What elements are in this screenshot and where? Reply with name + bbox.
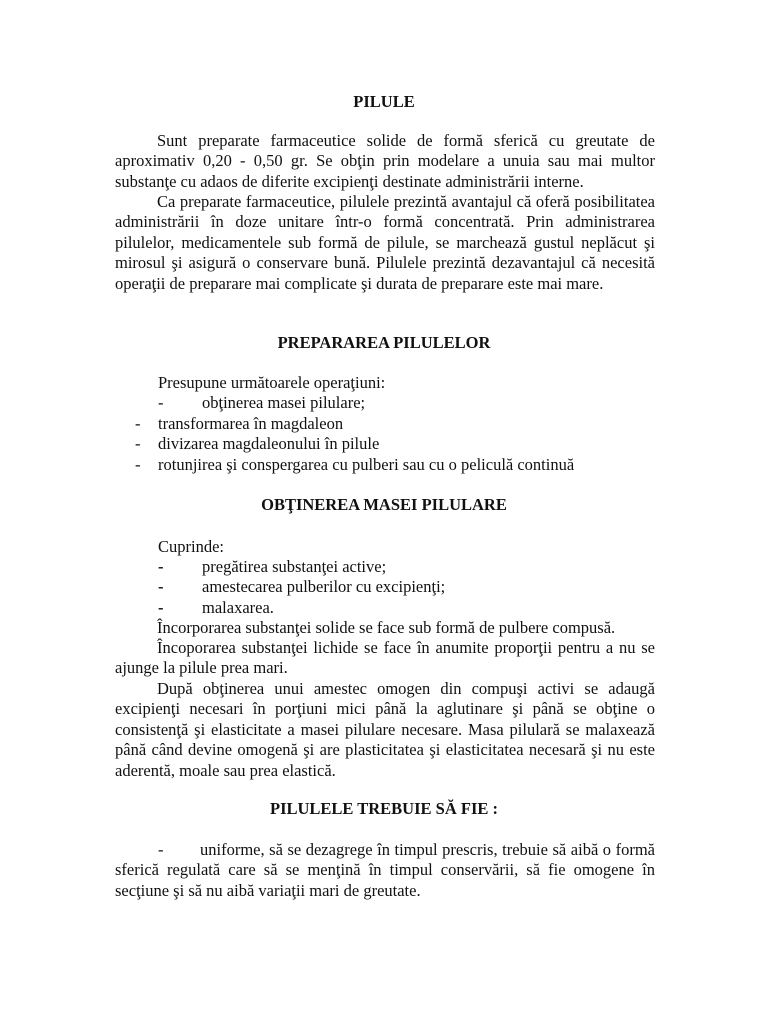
list-item-text: obţinerea masei pilulare; [202, 393, 366, 412]
heading-obtinere: OBŢINEREA MASEI PILULARE [261, 495, 507, 514]
list-item [0, 557, 768, 577]
paragraph-advantages: Ca preparate farmaceutice, pilulele prezintă avantajul că oferă posibilitatea administrării în doze unitare într-o formă concentrată. Prin administrarea pilulelor, medicamentele sub formă de pilule, se marchează gustul neplăcut şi mirosul şi asigură o conservare bună. Pilulele prezintă dezavantajul că necesită operaţii de preparare mai complicate şi durata de preparare este mai mare. [115, 192, 655, 293]
heading-pilule: PILULE [353, 92, 415, 111]
list-item [0, 393, 768, 413]
list-item [0, 434, 768, 454]
list-item [0, 414, 768, 434]
list-item-text: transformarea în magdaleon [158, 414, 344, 433]
list-dash: - [135, 434, 141, 453]
paragraph-requirements: uniforme, să se dezagrege în timpul prescris, trebuie să aibă o formă sferică regulată care să se menţină în timpul conservării, să fie omogene în secţiune şi să nu aibă variaţii mari de greutate. [115, 840, 655, 900]
list-item-text: malaxarea. [202, 598, 274, 617]
list-item-text: divizarea magdaleonului în pilule [158, 434, 380, 453]
paragraph-mixing: După obţinerea unui amestec omogen din compuşi activi se adaugă excipienţi necesari în porţiuni mici până la aglutinare şi până se obţine o consistenţă şi elasticitate a masei pilulare necesare. Masa pilulară se malaxează până când devine omogenă şi are plasticitatea şi elasticitatea necesară şi nu este aderentă, moale sau prea elastică. [115, 679, 655, 780]
paragraph-liquid-incorporation: Încoporarea substanţei lichide se face în anumite proporţii pentru a nu se ajunge la pilule prea mari. [115, 638, 655, 678]
list-dash: - [158, 598, 164, 617]
paragraph-solid-incorporation: Încorporarea substanţei solide se face sub formă de pulbere compusă. [157, 618, 616, 637]
list-item-text: rotunjirea şi conspergarea cu pulberi sau cu o peliculă continuă [158, 455, 575, 474]
list-dash: - [135, 414, 141, 433]
list-item [0, 577, 768, 597]
list-item [0, 455, 768, 475]
list-dash: - [158, 577, 164, 596]
paragraph-definition: Sunt preparate farmaceutice solide de formă sferică cu greutate de aproximativ 0,20 - 0,50 gr. Se obţin prin modelare a unuia sau mai multor substanţe cu adaos de diferite excipienţi destinate administrării interne. [115, 131, 655, 191]
list-item-text: pregătirea substanţei active; [202, 557, 387, 576]
list-dash: - [158, 557, 164, 576]
cuprinde-intro: Cuprinde: [158, 537, 224, 556]
list-item-text: amestecarea pulberilor cu excipienţi; [202, 577, 446, 596]
preparation-intro: Presupune următoarele operaţiuni: [158, 373, 386, 392]
list-dash: - [158, 393, 164, 412]
heading-preparare: PREPARAREA PILULELOR [277, 333, 491, 352]
heading-trebuie: PILULELE TREBUIE SĂ FIE : [269, 799, 498, 818]
list-dash: - [158, 840, 164, 859]
list-item [0, 598, 768, 618]
list-dash: - [135, 455, 141, 474]
